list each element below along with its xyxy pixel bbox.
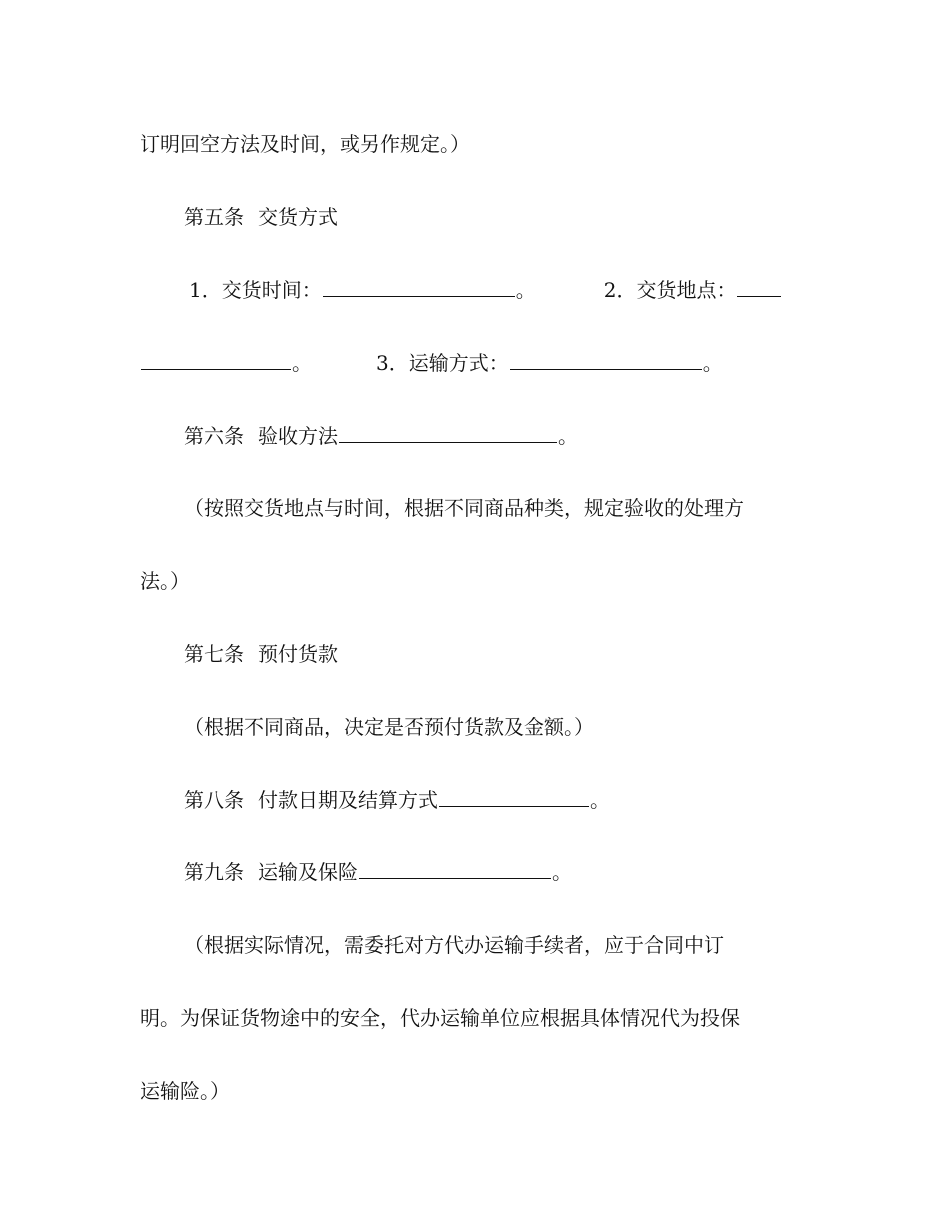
transport-insurance-blank[interactable] <box>359 858 551 879</box>
article-title: 交货方式 <box>258 205 338 229</box>
punct: 。 <box>590 788 610 812</box>
note-text: （按照交货地点与时间，根据不同商品种类，规定验收的处理方 <box>184 496 744 520</box>
delivery-place-blank-part1[interactable] <box>737 276 781 297</box>
article-number: 第八条 <box>184 788 244 812</box>
note-9-line-1 <box>184 931 864 959</box>
article-8-heading <box>184 786 864 814</box>
punct: 。 <box>702 351 723 375</box>
note-6-line-2 <box>140 567 820 595</box>
note-9-line-3 <box>140 1077 820 1105</box>
continuation-text: 订明回空方法及时间，或另作规定。） <box>140 132 470 156</box>
article-9-heading <box>184 858 864 886</box>
note-9-line-2 <box>140 1004 820 1032</box>
article-5-heading <box>184 203 864 231</box>
article-number: 第六条 <box>184 424 244 448</box>
transport-method-blank[interactable] <box>510 349 702 370</box>
delivery-items-line <box>189 276 869 304</box>
text-line-continuation <box>140 130 820 158</box>
article-number: 第五条 <box>184 205 244 229</box>
delivery-time-label: 1．交货时间： <box>189 278 322 302</box>
article-6-heading <box>184 422 864 450</box>
punct: 。 <box>515 278 536 302</box>
note-6-line-1 <box>184 494 864 522</box>
note-text: （根据实际情况，需委托对方代办运输手续者，应于合同中订 <box>184 933 724 957</box>
article-title: 验收方法 <box>258 424 338 448</box>
article-title: 运输及保险 <box>258 860 358 884</box>
inspection-method-blank[interactable] <box>339 422 557 443</box>
article-7-heading <box>184 640 864 668</box>
article-title: 预付货款 <box>258 642 338 666</box>
delivery-time-blank[interactable] <box>323 276 515 297</box>
delivery-items-line-2 <box>140 349 820 377</box>
article-number: 第九条 <box>184 860 244 884</box>
punct: 。 <box>558 424 578 448</box>
note-text: 明。为保证货物途中的安全，代办运输单位应根据具体情况代为投保 <box>140 1006 740 1030</box>
note-7 <box>184 713 864 741</box>
note-text: 运输险。） <box>140 1079 230 1103</box>
article-number: 第七条 <box>184 642 244 666</box>
delivery-place-blank-part2[interactable] <box>141 349 291 370</box>
transport-method-label: 3．运输方式： <box>376 351 509 375</box>
punct: 。 <box>292 351 312 375</box>
article-title: 付款日期及结算方式 <box>258 788 438 812</box>
note-text: （根据不同商品，决定是否预付货款及金额。） <box>184 715 594 739</box>
punct: 。 <box>552 860 572 884</box>
payment-terms-blank[interactable] <box>439 786 589 807</box>
note-text: 法。） <box>140 569 190 593</box>
delivery-place-label: 2．交货地点： <box>603 278 737 302</box>
